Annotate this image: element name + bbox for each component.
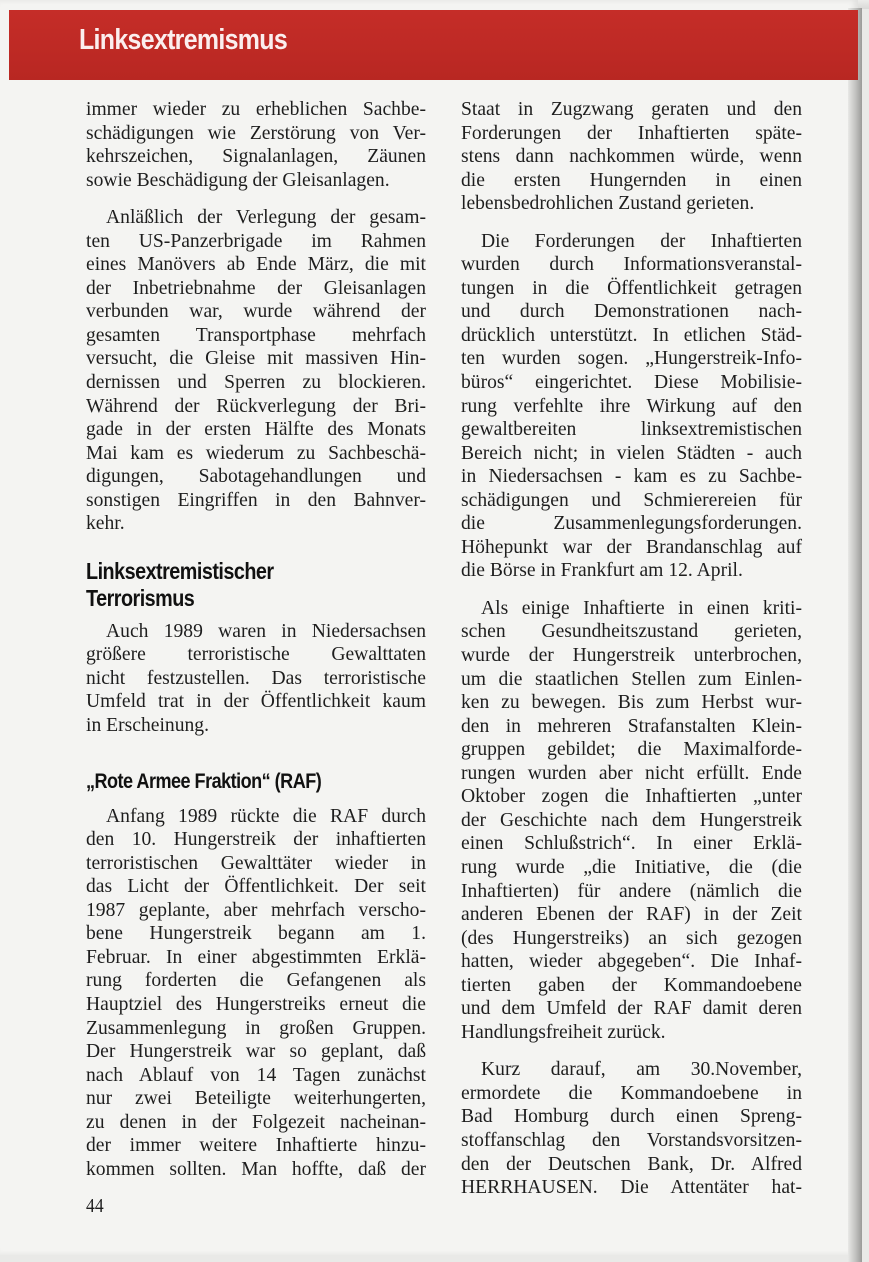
text-line: und durch Demonstrationen nach- bbox=[461, 301, 802, 323]
text-line: um die staatlichen Stellen zum Einlen- bbox=[461, 668, 802, 690]
text-line: bene Hungerstreik begann am 1. bbox=[86, 923, 426, 945]
subsection-heading bbox=[86, 768, 426, 795]
paragraph bbox=[461, 1058, 802, 1199]
text-line: Mai kam es wiederum zu Sachbeschä- bbox=[86, 442, 426, 464]
text-line: Die Forderungen der Inhaftierten bbox=[481, 230, 802, 252]
text-line: die Zusammenlegungsforderungen. bbox=[461, 513, 802, 535]
heading-line: Terrorismus bbox=[86, 584, 195, 611]
text-line: der Geschichte nach dem Hungerstreik bbox=[461, 809, 802, 831]
text-line: Höhepunkt war der Brandanschlag auf bbox=[461, 536, 802, 558]
text-line: der immer weitere Inhaftierte hinzu- bbox=[86, 1135, 426, 1157]
text-line: ten US-Panzerbrigade im Rahmen bbox=[86, 230, 426, 252]
text-line: Kurz darauf, am 30.November, bbox=[481, 1059, 802, 1081]
paragraph bbox=[461, 230, 802, 583]
text-line: Forderungen der Inhaftierten späte- bbox=[461, 122, 802, 144]
text-line: 1987 geplante, aber mehrfach verscho- bbox=[86, 899, 426, 921]
text-line: digungen, Sabotagehandlungen und bbox=[86, 466, 426, 488]
text-line: nur zwei Beteiligte weiterhungerten, bbox=[86, 1088, 426, 1110]
text-line: wurde der Hungerstreik unterbrochen, bbox=[461, 645, 802, 667]
paragraph bbox=[86, 620, 426, 738]
text-line: hatten, wieder abgegeben“. Die Inhaf- bbox=[461, 951, 802, 973]
text-line: immer wieder zu erheblichen Sachbe- bbox=[86, 99, 426, 120]
text-line: Inhaftierten) für andere (nämlich die bbox=[461, 880, 802, 902]
text-line: Hauptziel des Hungerstreiks erneut die bbox=[86, 993, 426, 1015]
chapter-title: Linksextremismus bbox=[79, 24, 288, 56]
text-line: nicht festzustellen. Das terroristische bbox=[86, 667, 426, 689]
text-line: nach Ablauf von 14 Tagen zunächst bbox=[86, 1064, 426, 1086]
paragraph bbox=[461, 98, 802, 216]
text-line: Oktober zogen die Inhaftierten „unter bbox=[461, 786, 802, 808]
text-line: Februar. In einer abgestimmten Erklä- bbox=[86, 946, 426, 968]
text-line: HERRHAUSEN. Die Attentäter hat- bbox=[461, 1177, 802, 1199]
text-line: kommen sollten. Man hoffte, daß der bbox=[86, 1158, 426, 1180]
text-line: Staat in Zugzwang geraten und den bbox=[461, 99, 802, 120]
text-line: lebensbedrohlichen Zustand gerieten. bbox=[461, 193, 755, 215]
text-line: der Inbetriebnahme der Gleisanlagen bbox=[86, 277, 426, 299]
text-line: wurden durch Informationsveranstal- bbox=[461, 254, 802, 276]
text-line: schädigungen und Schmierereien für bbox=[461, 489, 802, 511]
paragraph bbox=[86, 805, 426, 1182]
text-line: Während der Rückverlegung der Bri- bbox=[86, 395, 426, 417]
text-line: Zusammenlegung in großen Gruppen. bbox=[86, 1017, 426, 1039]
text-line: sowie Beschädigung der Gleisanlagen. bbox=[86, 169, 390, 191]
text-line: Bereich nicht; in vielen Städten - auch bbox=[461, 442, 802, 464]
text-line: rung verfehlte ihre Wirkung auf den bbox=[461, 395, 802, 417]
text-line: Anfang 1989 rückte die RAF durch bbox=[106, 805, 426, 827]
text-line: in Erscheinung. bbox=[86, 715, 209, 737]
text-line: den in mehreren Strafanstalten Klein- bbox=[461, 715, 802, 737]
text-line: ermordete die Kommandoebene in bbox=[461, 1082, 802, 1104]
text-line: rung wurde „die Initiative, die (die bbox=[461, 856, 802, 878]
text-line: ten wurden sogen. „Hungerstreik-Info- bbox=[461, 348, 802, 370]
text-line: Als einige Inhaftierte in einen kriti- bbox=[481, 597, 802, 619]
text-line: Umfeld trat in der Öffentlichkeit kaum bbox=[86, 691, 426, 713]
text-line: ken zu bewegen. Bis zum Herbst wur- bbox=[461, 692, 802, 714]
page-edge-shadow bbox=[848, 8, 862, 1262]
text-line: rung forderten die Gefangenen als bbox=[86, 970, 426, 992]
text-line: den der Deutschen Bank, Dr. Alfred bbox=[461, 1153, 802, 1175]
left-column bbox=[86, 98, 426, 1181]
paragraph bbox=[86, 98, 426, 192]
text-line: tierten gaben der Kommandoebene bbox=[461, 974, 802, 996]
text-line: Anläßlich der Verlegung der gesam- bbox=[106, 207, 426, 229]
text-line: die Börse in Frankfurt am 12. April. bbox=[461, 560, 743, 582]
text-line: sonstigen Eingriffen in den Bahnver- bbox=[86, 489, 426, 511]
page-number: 44 bbox=[86, 1196, 104, 1217]
text-line: drücklich unterstützt. In etlichen Städ- bbox=[461, 324, 802, 346]
text-line: gade in der ersten Hälfte des Monats bbox=[86, 419, 426, 441]
text-line: Handlungsfreiheit zurück. bbox=[461, 1021, 666, 1043]
text-line: (des Hungerstreiks) an sich gezogen bbox=[461, 927, 802, 949]
text-line: den 10. Hungerstreik der inhaftierten bbox=[86, 829, 426, 851]
paragraph bbox=[461, 597, 802, 1044]
text-line: das Licht der Öffentlichkeit. Der seit bbox=[86, 876, 426, 898]
text-line: schen Gesundheitszustand gerieten, bbox=[461, 621, 802, 643]
text-line: größere terroristische Gewalttaten bbox=[86, 644, 426, 666]
text-line: zu denen in der Folgezeit nacheinan- bbox=[86, 1111, 426, 1133]
text-line: versucht, die Gleise mit massiven Hin- bbox=[86, 348, 426, 370]
text-line: Auch 1989 waren in Niedersachsen bbox=[106, 620, 426, 642]
text-line: eines Manövers ab Ende März, die mit bbox=[86, 254, 426, 276]
text-line: Bad Homburg durch einen Spreng- bbox=[461, 1106, 802, 1128]
text-line: kehrszeichen, Signalanlagen, Zäunen bbox=[86, 146, 426, 168]
heading-line: „Rote Armee Fraktion“ (RAF) bbox=[86, 769, 322, 793]
text-line: kehr. bbox=[86, 513, 125, 535]
text-line: dernissen und Sperren zu blockieren. bbox=[86, 372, 426, 394]
text-line: Der Hungerstreik war so geplant, daß bbox=[86, 1041, 426, 1063]
heading-line: Linksextremistischer bbox=[86, 557, 274, 584]
text-line: büros“ eingerichtet. Diese Mobilisie- bbox=[461, 372, 802, 394]
text-line: stoffanschlag den Vorstandsvorsitzen- bbox=[461, 1129, 802, 1151]
text-line: schädigungen wie Zerstörung von Ver- bbox=[86, 122, 426, 144]
text-line: gesamten Transportphase mehrfach bbox=[86, 324, 426, 346]
text-line: rungen wurden aber nicht erfüllt. Ende bbox=[461, 762, 802, 784]
text-line: terroristischen Gewalttäter wieder in bbox=[86, 852, 426, 874]
text-line: anderen Ebenen der RAF) in der Zeit bbox=[461, 904, 802, 926]
right-column bbox=[461, 98, 802, 1200]
text-line: tungen in die Öffentlichkeit getragen bbox=[461, 277, 802, 299]
text-line: in Niedersachsen - kam es zu Sachbe- bbox=[461, 466, 802, 488]
text-line: gewaltbereiten linksextremistischen bbox=[461, 419, 802, 441]
text-line: gruppen gebildet; die Maximalforde- bbox=[461, 739, 802, 761]
text-line: einen Schlußstrich“. In einer Erklä- bbox=[461, 833, 802, 855]
text-line: stens dann nachkommen würde, wenn bbox=[461, 146, 802, 168]
text-line: die ersten Hungernden in einen bbox=[461, 169, 802, 191]
section-heading bbox=[86, 558, 426, 612]
text-line: und dem Umfeld der RAF damit deren bbox=[461, 998, 802, 1020]
paragraph bbox=[86, 206, 426, 536]
text-line: verbunden war, wurde während der bbox=[86, 301, 426, 323]
